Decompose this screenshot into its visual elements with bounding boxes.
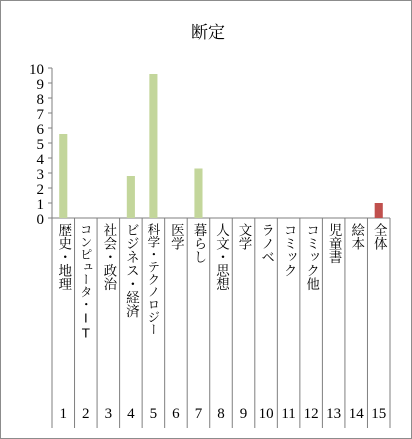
y-tick-label: 2 — [36, 182, 44, 198]
y-tick-labels — [29, 62, 45, 228]
bars — [59, 74, 383, 218]
index-labels — [60, 406, 387, 422]
category-label: コミック他 — [303, 223, 320, 291]
category-label: 児童書 — [325, 223, 342, 264]
category-label: コミック — [280, 223, 297, 277]
index-label: 9 — [239, 406, 248, 422]
category-label: 歴史・地理 — [55, 223, 72, 291]
category-label: 絵本 — [348, 223, 365, 250]
category-label: 文学 — [235, 223, 252, 250]
bar — [194, 169, 202, 219]
index-label: 3 — [104, 406, 113, 422]
y-tick-label: 1 — [36, 197, 44, 213]
category-label: コンピュータ・IT — [78, 223, 94, 341]
index-label: 7 — [194, 406, 203, 422]
y-tick-label: 4 — [36, 152, 44, 168]
y-tick-label: 0 — [36, 212, 44, 228]
y-tick-label: 7 — [36, 107, 44, 123]
y-tick-label: 3 — [36, 167, 44, 183]
index-label: 10 — [258, 406, 274, 422]
index-label: 8 — [217, 406, 225, 422]
category-label: 全体 — [370, 223, 387, 250]
y-tick-label: 5 — [36, 137, 44, 153]
category-label: 人文・思想 — [213, 223, 229, 291]
category-labels — [55, 222, 387, 341]
index-label: 15 — [371, 406, 387, 422]
index-label: 1 — [59, 406, 68, 422]
category-label: 社会・政治 — [100, 223, 117, 291]
bar — [149, 74, 157, 218]
category-label: 科学・テクノロジー — [145, 223, 161, 336]
index-label: 12 — [303, 406, 319, 422]
category-label: 暮らし — [190, 223, 207, 264]
category-label: ラノベ — [258, 223, 275, 264]
index-label: 11 — [281, 406, 296, 422]
index-label: 4 — [127, 406, 135, 422]
y-tick-label: 9 — [36, 77, 44, 93]
bar — [375, 203, 383, 218]
index-label: 13 — [326, 406, 342, 422]
index-label: 2 — [82, 406, 90, 422]
chart-title: 断定 — [191, 23, 225, 43]
category-label: ビジネス・経済 — [122, 223, 139, 318]
y-tick-label: 10 — [29, 62, 44, 78]
index-label: 6 — [172, 406, 180, 422]
y-tick-label: 6 — [36, 122, 44, 138]
index-label: 14 — [348, 406, 364, 422]
index-label: 5 — [149, 406, 158, 422]
y-tick-label: 8 — [36, 92, 44, 108]
bar — [127, 176, 135, 218]
category-label: 医学 — [167, 223, 184, 250]
bar — [59, 134, 67, 218]
